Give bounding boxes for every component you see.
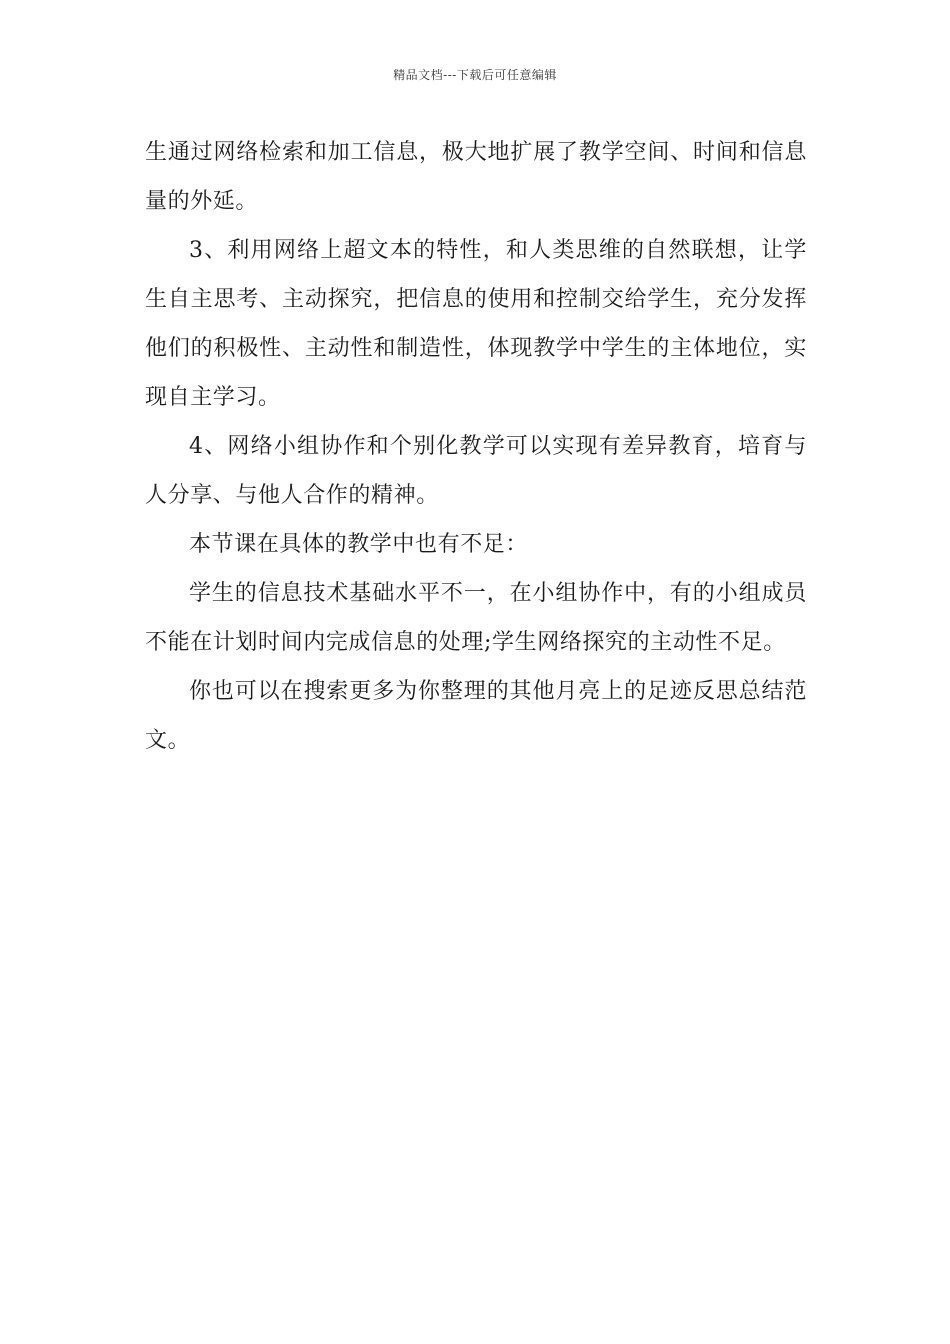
- page-header: 精品文档---下载后可任意编辑: [393, 68, 557, 82]
- paragraph-5: 学生的信息技术基础水平不一，在小组协作中，有的小组成员不能在计划时间内完成信息的处理;学生网络探究的主动性不足。: [145, 581, 807, 655]
- paragraph-6: 你也可以在搜索更多为你整理的其他月亮上的足迹反思总结范文。: [145, 679, 807, 753]
- document-body: [145, 128, 807, 765]
- paragraph-4: 本节课在具体的教学中也有不足：: [189, 532, 529, 557]
- paragraph-3: 4、网络小组协作和个别化教学可以实现有差异教育，培育与人分享、与他人合作的精神。: [145, 434, 807, 508]
- paragraph-2: 3、利用网络上超文本的特性，和人类思维的自然联想，让学生自主思考、主动探究，把信息的使用和控制交给学生，充分发挥他们的积极性、主动性和制造性，体现教学中学生的主体地位，实现自主学习。: [145, 238, 807, 410]
- paragraph-1: 生通过网络检索和加工信息，极大地扩展了教学空间、时间和信息量的外延。: [145, 140, 807, 214]
